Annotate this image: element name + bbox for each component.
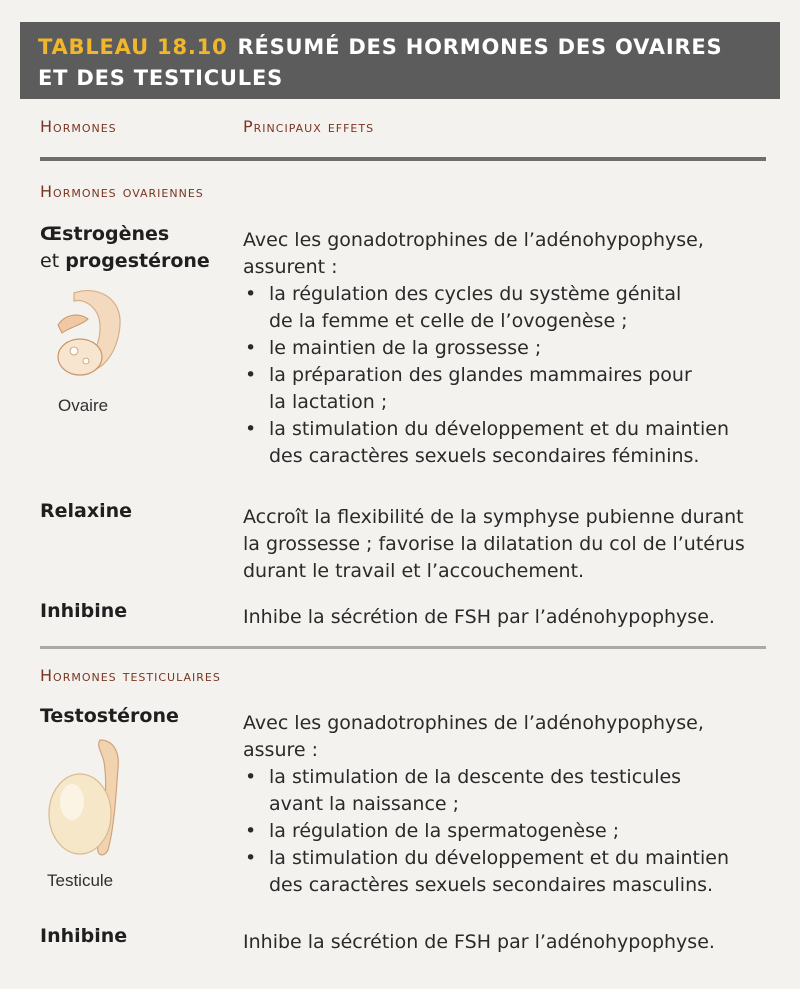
effects-list — [243, 281, 773, 470]
header-rule — [40, 157, 766, 161]
follicle-shape — [70, 347, 78, 355]
table-title-part-1: RÉSUMÉ DES HORMONES DES OVAIRES — [237, 35, 723, 59]
effect-intro-line: assure : — [243, 739, 319, 761]
table-title-band — [20, 22, 780, 99]
effect-list-item — [243, 416, 773, 470]
fimbriae-shape — [58, 315, 88, 333]
hormone-name-text: Testostérone — [40, 705, 179, 727]
effect-list-item — [243, 362, 773, 416]
section-divider — [40, 646, 766, 649]
effect-text: la lactation ; — [269, 391, 388, 413]
effect-text: la préparation des glandes mammaires pour — [269, 364, 692, 386]
effect-text: Inhibe la sécrétion de FSH par l’adénohypophyse. — [243, 606, 715, 628]
bullet-mark: • — [245, 820, 257, 842]
effect-intro-line: Avec les gonadotrophines de l’adénohypophyse, — [243, 712, 704, 734]
hormone-name-connector: et — [40, 250, 66, 272]
table-title-line-1 — [38, 32, 780, 63]
effect-text: Accroît la flexibilité de la symphyse pubienne durant — [243, 506, 744, 528]
hormone-name-testosterone — [40, 703, 179, 730]
effects-inhibin-ovarian — [243, 604, 773, 631]
testicle-illustration — [38, 738, 138, 860]
bullet-mark: • — [245, 364, 257, 386]
effect-text: la régulation de la spermatogenèse ; — [269, 820, 620, 842]
bullet-mark: • — [245, 337, 257, 359]
hormone-name-inhibin-ovarian — [40, 598, 127, 625]
hormone-name-text: Relaxine — [40, 500, 133, 522]
bullet-mark: • — [245, 766, 257, 788]
testicle-caption: Testicule — [47, 871, 114, 890]
effects-list — [243, 764, 773, 899]
effect-text: la stimulation du développement et du maintien — [269, 847, 730, 869]
effect-text: durant le travail et l’accouchement. — [243, 560, 585, 582]
effect-intro-line: assurent : — [243, 256, 338, 278]
ovary-body-shape — [58, 339, 102, 375]
effect-list-item — [243, 845, 773, 899]
effect-list-item — [243, 281, 773, 335]
effect-text: la stimulation de la descente des testicules — [269, 766, 682, 788]
effects-testosterone — [243, 710, 773, 899]
hormone-name-text: Inhibine — [40, 925, 128, 947]
section-label-testicular: Hormones testiculaires — [40, 666, 221, 685]
column-header-hormones: Hormones — [40, 117, 117, 136]
effect-text: Inhibe la sécrétion de FSH par l’adénohypophyse. — [243, 931, 715, 953]
table-number: TABLEAU 18.10 — [38, 35, 228, 59]
follicle-shape — [83, 358, 89, 364]
effects-estrogens-progesterone — [243, 227, 773, 470]
column-header-effects: Principaux effets — [243, 117, 375, 136]
hormone-name-progesterone: progestérone — [65, 250, 210, 272]
hormone-name-relaxin — [40, 498, 132, 525]
hormone-name-inhibin-testicular — [40, 923, 127, 950]
effect-text: la régulation des cycles du système génital — [269, 283, 682, 305]
effect-text: la stimulation du développement et du maintien — [269, 418, 730, 440]
bullet-mark: • — [245, 418, 257, 440]
effect-text: de la femme et celle de l’ovogenèse ; — [269, 310, 628, 332]
ovary-illustration — [40, 285, 130, 385]
effect-list-item — [243, 818, 773, 845]
highlight-shape — [60, 784, 84, 820]
hormone-name-estrogens-progesterone — [40, 221, 210, 275]
effect-text: des caractères sexuels secondaires féminins. — [269, 445, 700, 467]
effect-intro-line: Avec les gonadotrophines de l’adénohypophyse, — [243, 229, 704, 251]
ovary-caption: Ovaire — [58, 396, 109, 415]
hormone-name-text: Inhibine — [40, 600, 128, 622]
hormone-name-estrogens: Œstrogènes — [40, 223, 170, 245]
effect-list-item — [243, 764, 773, 818]
effect-text: le maintien de la grossesse ; — [269, 337, 542, 359]
bullet-mark: • — [245, 283, 257, 305]
effect-list-item — [243, 335, 773, 362]
bullet-mark: • — [245, 847, 257, 869]
section-label-ovarian: Hormones ovariennes — [40, 182, 204, 201]
effect-text: avant la naissance ; — [269, 793, 460, 815]
effect-text: des caractères sexuels secondaires masculins. — [269, 874, 714, 896]
effects-relaxin — [243, 504, 773, 585]
table-title-line-2: ET DES TESTICULES — [38, 66, 284, 90]
effects-inhibin-testicular — [243, 929, 773, 956]
effect-text: la grossesse ; favorise la dilatation du col de l’utérus — [243, 533, 745, 555]
